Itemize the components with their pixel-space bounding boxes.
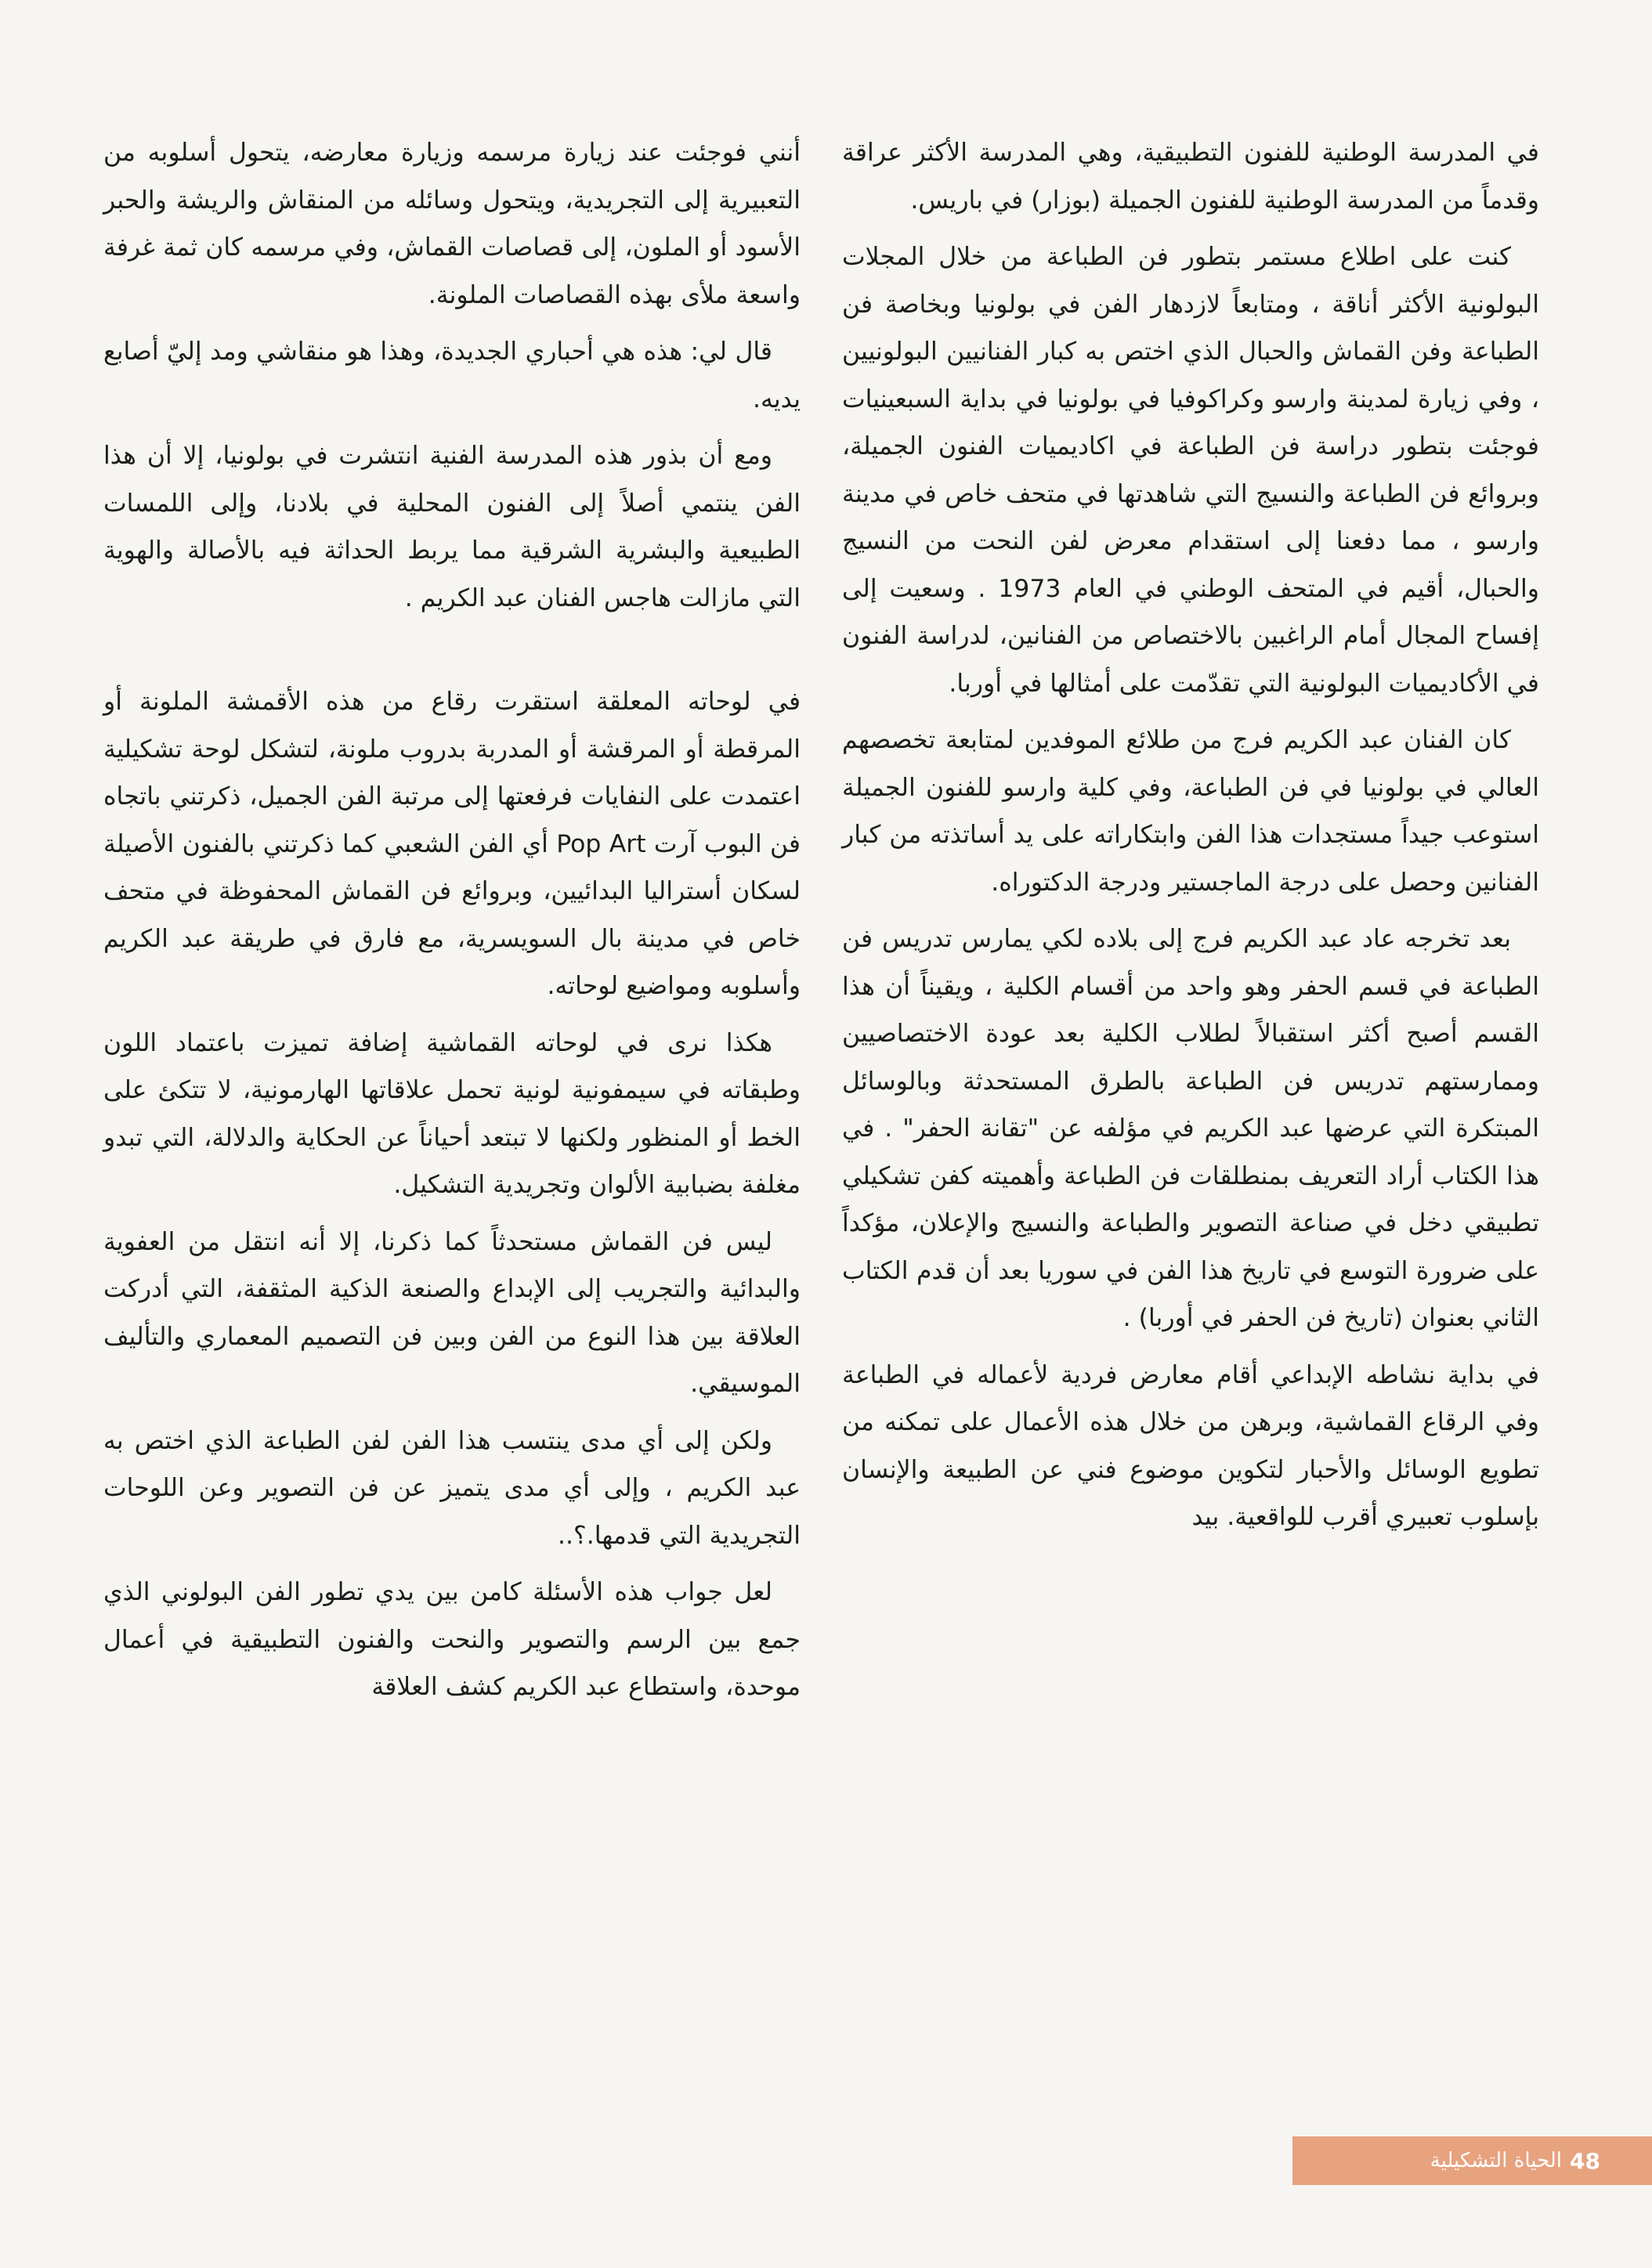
magazine-title: الحياة التشكيلية	[1430, 2149, 1563, 2172]
page-footer	[1292, 2136, 1652, 2185]
paragraph: بعد تخرجه عاد عبد الكريم فرج إلى بلاده لكي يمارس تدريس فن الطباعة في قسم الحفر وهو واحد من أقسام الكلية ، ويقيناً أن هذا القسم أصبح أكثر استقبالاً لطلاب الكلية بعد عودة الاختصاصيين وممارستهم تدريس فن الطباعة بالطرق المستحدثة وبالوسائل المبتكرة التي عرضها عبد الكريم في مؤلفه عن "تقانة الحفر" . في هذا الكتاب أراد التعريف بمنطلقات فن الطباعة وأهميته كفن تشكيلي تطبيقي دخل في صناعة التصوير والطباعة والنسيج والإعلان، مؤكداً على ضرورة التوسع في تاريخ هذا الفن في سوريا بعد أن قدم الكتاب الثاني بعنوان (تاريخ فن الحفر في أوربا) .	[842, 925, 1539, 1332]
right-column	[842, 129, 1539, 1551]
paragraph: في بداية نشاطه الإبداعي أقام معارض فردية لأعماله في الطباعة وفي الرقاع القماشية، وبرهن من خلال هذه الأعمال على تمكنه من تطويع الوسائل والأحبار لتكوين موضوع فني عن الطبيعة والإنسان بإسلوب تعبيري أقرب للواقعية. بيد	[842, 1360, 1539, 1531]
paragraph: في لوحاته المعلقة استقرت رقاع من هذه الأقمشة الملونة أو المرقطة أو المرقشة أو المدربة بدروب ملونة، لتشكل لوحة تشكيلية اعتمدت على النفايات فرفعتها إلى مرتبة الفن الجميل، ذكرتني باتجاه فن البوب آرت Pop Art أي الفن الشعبي كما ذكرتني بالفنون الأصيلة لسكان أستراليا البدائيين، وبروائع فن القماش المحفوظة في متحف خاص في مدينة بال السويسرية، مع فارق في طريقة عبد الكريم وأسلوبه ومواضيع لوحاته.	[103, 688, 801, 1000]
paragraph: ولكن إلى أي مدى ينتسب هذا الفن لفن الطباعة الذي اختص به عبد الكريم ، وإلى أي مدى يتميز عن فن التصوير وعن اللوحات التجريدية التي قدمها.؟..	[103, 1426, 801, 1550]
paragraph: قال لي: هذه هي أحباري الجديدة، وهذا هو منقاشي ومد إليّ أصابع يديه.	[103, 338, 801, 414]
page-number: 48	[1570, 2147, 1600, 2174]
left-column	[103, 129, 801, 1721]
paragraph: ليس فن القماش مستحدثاً كما ذكرنا، إلا أنه انتقل من العفوية والبدائية والتجريب إلى الإبداع والصنعة الذكية المثقفة، التي أدركت العلاقة بين هذا النوع من الفن وبين فن التصميم المعماري والتأليف الموسيقي.	[103, 1227, 801, 1398]
paragraph: كان الفنان عبد الكريم فرج من طلائع الموفدين لمتابعة تخصصهم العالي في بولونيا في فن الطباعة، وفي كلية وارسو للفنون الجميلة استوعب جيداً مستجدات هذا الفن وابتكاراته على يد أساتذته من كبار الفنانين وحصل على درجة الماجستير ودرجة الدكتوراه.	[842, 726, 1539, 897]
paragraph: لعل جواب هذه الأسئلة كامن بين يدي تطور الفن البولوني الذي جمع بين الرسم والتصوير والنحت والفنون التطبيقية في أعمال موحدة، واستطاع عبد الكريم كشف العلاقة	[103, 1578, 801, 1701]
paragraph: أنني فوجئت عند زيارة مرسمه وزيارة معارضه، يتحول أسلوبه من التعبيرية إلى التجريدية، ويتحول وسائله من المنقاش والريشة والحبر الأسود أو الملون، إلى قصاصات القماش، وفي مرسمه كان ثمة غرفة واسعة ملأى بهذه القصاصات الملونة.	[103, 139, 801, 309]
paragraph: في المدرسة الوطنية للفنون التطبيقية، وهي المدرسة الأكثر عراقة وقدماً من المدرسة الوطنية للفنون الجميلة (بوزار) في باريس.	[842, 139, 1539, 215]
paragraph: هكذا نرى في لوحاته القماشية إضافة تميزت باعتماد اللون وطبقاته في سيمفونية لونية تحمل علاقاتها الهارمونية، لا تتكئ على الخط أو المنظور ولكنها لا تبتعد أحياناً عن الحكاية والدلالة، التي تبدو مغلفة بضبابية الألوان وتجريدية التشكيل.	[103, 1028, 801, 1199]
paragraph: كنت على اطلاع مستمر بتطور فن الطباعة من خلال المجلات البولونية الأكثر أناقة ، ومتابعاً لازدهار الفن في بولونيا وبخاصة فن الطباعة وفن القماش والحبال الذي اختص به كبار الفنانيين البولونيين ، وفي زيارة لمدينة وارسو وكراكوفيا في بولونيا في بداية السبعينيات فوجئت بتطور دراسة فن الطباعة في اكاديميات الفنون الجميلة، وبروائع فن الطباعة والنسيج التي شاهدتها في متحف خاص في مدينة وارسو ، مما دفعنا إلى استقدام معرض لفن النحت من النسيج والحبال، أقيم في المتحف الوطني في العام 1973 . وسعيت إلى إفساح المجال أمام الراغبين بالاختصاص من الفنانين، لدراسة الفنون في الأكاديميات البولونية التي تقدّمت على أمثالها في أوربا.	[842, 243, 1539, 698]
paragraph: ومع أن بذور هذه المدرسة الفنية انتشرت في بولونيا، إلا أن هذا الفن ينتمي أصلاً إلى الفنون المحلية في بلادنا، وإلى اللمسات الطبيعية والبشرية الشرقية مما يربط الحداثة فيه بالأصالة والهوية التي مازالت هاجس الفنان عبد الكريم .	[103, 442, 801, 612]
section-gap	[103, 631, 801, 678]
